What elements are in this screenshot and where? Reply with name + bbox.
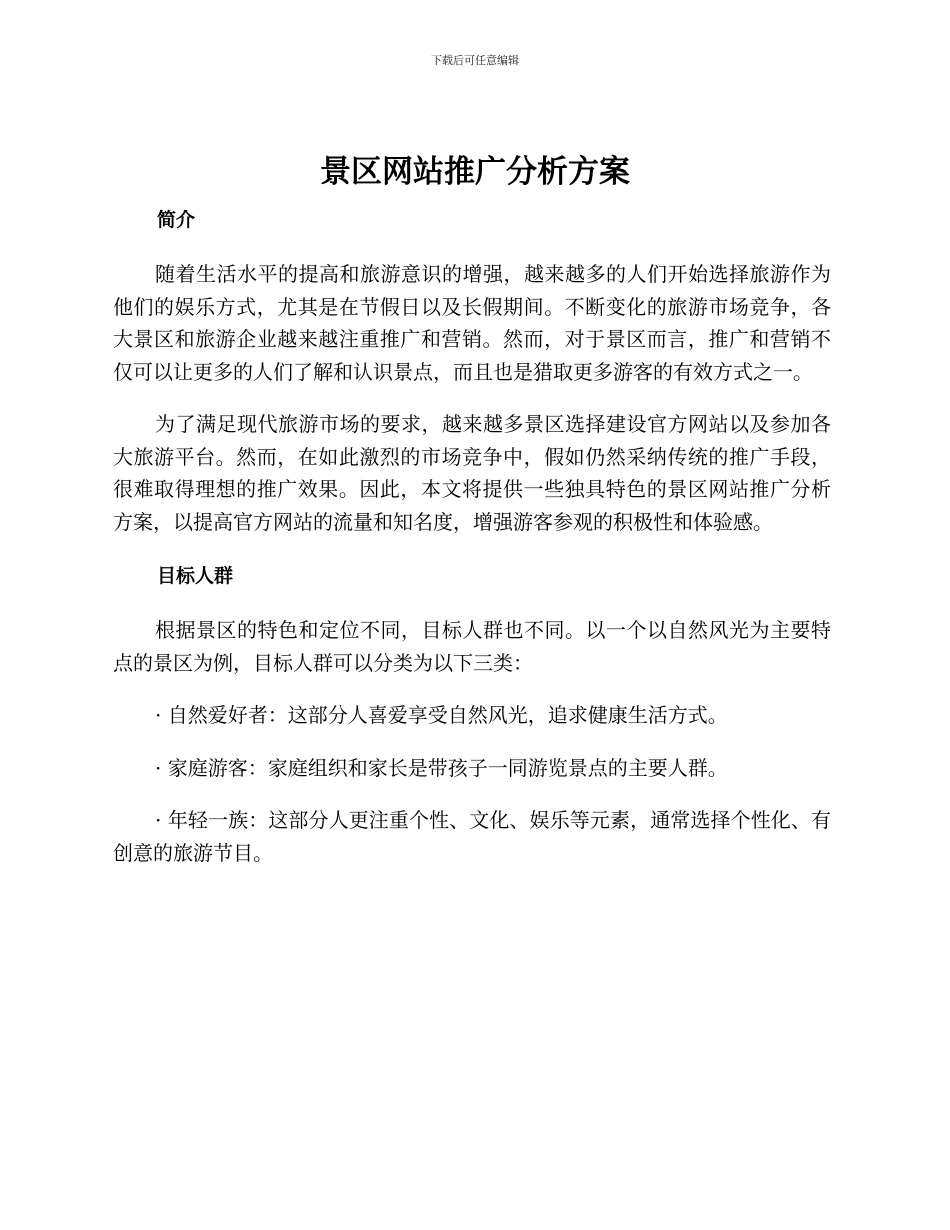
section-heading-intro: 简介 <box>157 209 196 231</box>
document-body <box>113 202 831 869</box>
target-audience-paragraph: 根据景区的特色和定位不同，目标人群也不同。以一个以自然风光为主要特点的景区为例，目标人群可以分类为以下三类： <box>113 618 831 675</box>
audience-item-young-people: · 年轻一族：这部分人更注重个性、文化、娱乐等元素，通常选择个性化、有创意的旅游节目。 <box>113 808 831 865</box>
audience-item-family-visitors: · 家庭游客：家庭组织和家长是带孩子一同游览景点的主要人群。 <box>155 755 728 780</box>
intro-paragraph-2: 为了满足现代旅游市场的要求，越来越多景区选择建设官方网站以及参加各大旅游平台。然而，在如此激烈的市场竞争中，假如仍然采纳传统的推广手段，很难取得理想的推广效果。因此，本文将提供一些独具特色的景区网站推广分析方案，以提高官方网站的流量和知名度，增强游客参观的积极性和体验感。 <box>113 412 831 534</box>
section-heading-target-audience: 目标人群 <box>157 565 234 587</box>
header-note: 下载后可任意编辑 <box>431 54 519 67</box>
audience-item-nature-lovers: · 自然爱好者：这部分人喜爱享受自然风光，追求健康生活方式。 <box>155 703 728 727</box>
document-title: 景区网站推广分析方案 <box>320 154 630 190</box>
intro-paragraph-1: 随着生活水平的提高和旅游意识的增强，越来越多的人们开始选择旅游作为他们的娱乐方式，尤其是在节假日以及长假期间。不断变化的旅游市场竞争，各大景区和旅游企业越来越注重推广和营销。然而，对于景区而言，推广和营销不仅可以让更多的人们了解和认识景点，而且也是猎取更多游客的有效方式之一。 <box>113 262 831 384</box>
